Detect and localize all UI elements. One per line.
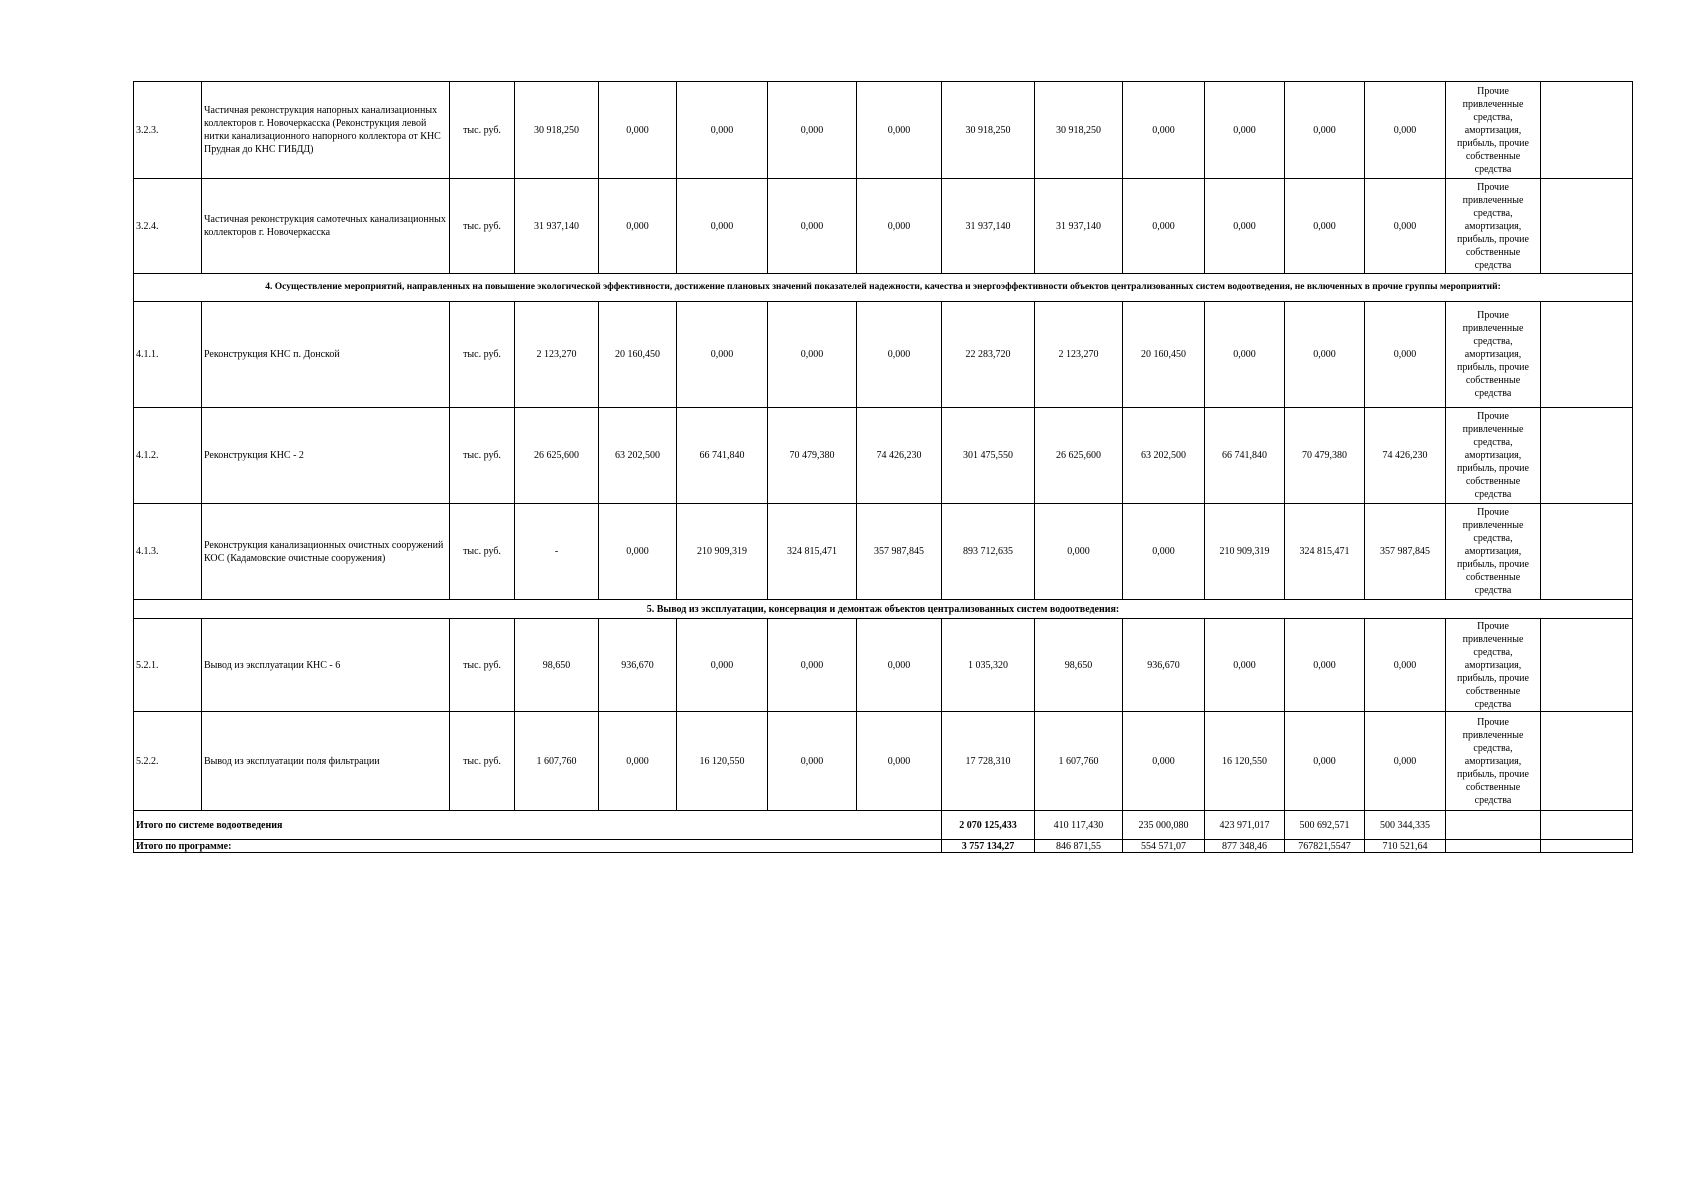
total-system-value: 500 344,335 — [1365, 811, 1446, 840]
table-row — [134, 82, 1633, 179]
row-code: 5.2.1. — [134, 619, 202, 712]
row-value: 301 475,550 — [942, 408, 1035, 504]
row-value: 0,000 — [1123, 179, 1205, 274]
section-header-row — [134, 274, 1633, 302]
table-row — [134, 408, 1633, 504]
empty-cell — [1446, 811, 1541, 840]
row-code: 4.1.3. — [134, 504, 202, 600]
section-5-title: 5. Вывод из эксплуатации, консервация и демонтаж объектов централизованных систем водоотведения: — [134, 600, 1633, 619]
row-name: Частичная реконструкция напорных канализационных коллекторов г. Новочеркасска (Реконструкция левой нитки канализационного напорного коллектора от КНС Прудная до КНС ГИБДД) — [202, 82, 450, 179]
table-row — [134, 504, 1633, 600]
row-funding-source: Прочие привлеченные средства, амортизация, прибыль, прочие собственные средства — [1446, 302, 1541, 408]
row-value: 1 607,760 — [1035, 712, 1123, 811]
total-system-label: Итого по системе водоотведения — [134, 811, 942, 840]
row-unit: тыс. руб. — [450, 712, 515, 811]
empty-cell — [1541, 811, 1633, 840]
row-value: 0,000 — [857, 712, 942, 811]
empty-cell — [1541, 302, 1633, 408]
row-value: 936,670 — [599, 619, 677, 712]
total-system-value: 235 000,080 — [1123, 811, 1205, 840]
empty-cell — [1541, 408, 1633, 504]
row-value: 324 815,471 — [768, 504, 857, 600]
empty-cell — [1541, 504, 1633, 600]
row-value: 1 035,320 — [942, 619, 1035, 712]
total-system-value: 410 117,430 — [1035, 811, 1123, 840]
row-value: 0,000 — [677, 179, 768, 274]
row-funding-source: Прочие привлеченные средства, амортизация, прибыль, прочие собственные средства — [1446, 504, 1541, 600]
row-value: 0,000 — [1365, 619, 1446, 712]
row-unit: тыс. руб. — [450, 504, 515, 600]
row-value: 16 120,550 — [677, 712, 768, 811]
row-value: 324 815,471 — [1285, 504, 1365, 600]
total-row-system — [134, 811, 1633, 840]
row-value: 26 625,600 — [1035, 408, 1123, 504]
row-value: 0,000 — [857, 302, 942, 408]
row-funding-source: Прочие привлеченные средства, амортизация, прибыль, прочие собственные средства — [1446, 179, 1541, 274]
total-program-value: 767821,5547 — [1285, 840, 1365, 853]
row-name: Вывод из эксплуатации КНС - 6 — [202, 619, 450, 712]
row-value: 0,000 — [599, 712, 677, 811]
total-program-value: 554 571,07 — [1123, 840, 1205, 853]
row-unit: тыс. руб. — [450, 82, 515, 179]
empty-cell — [1541, 82, 1633, 179]
row-value: 0,000 — [1123, 82, 1205, 179]
total-program-value: 846 871,55 — [1035, 840, 1123, 853]
row-value: 1 607,760 — [515, 712, 599, 811]
row-value: 98,650 — [1035, 619, 1123, 712]
row-value: 63 202,500 — [1123, 408, 1205, 504]
row-value: 66 741,840 — [677, 408, 768, 504]
total-program-value: 710 521,64 — [1365, 840, 1446, 853]
row-value: 0,000 — [1365, 179, 1446, 274]
row-value: 0,000 — [599, 82, 677, 179]
row-value: 210 909,319 — [1205, 504, 1285, 600]
total-system-value: 500 692,571 — [1285, 811, 1365, 840]
row-value: 210 909,319 — [677, 504, 768, 600]
row-value: - — [515, 504, 599, 600]
row-value: 63 202,500 — [599, 408, 677, 504]
row-value: 0,000 — [1205, 302, 1285, 408]
empty-cell — [1541, 712, 1633, 811]
empty-cell — [1541, 840, 1633, 853]
row-value: 0,000 — [768, 82, 857, 179]
table-row — [134, 712, 1633, 811]
row-value: 16 120,550 — [1205, 712, 1285, 811]
row-value: 98,650 — [515, 619, 599, 712]
row-value: 357 987,845 — [857, 504, 942, 600]
row-value: 0,000 — [768, 712, 857, 811]
row-unit: тыс. руб. — [450, 302, 515, 408]
row-name: Вывод из эксплуатации поля фильтрации — [202, 712, 450, 811]
row-value: 936,670 — [1123, 619, 1205, 712]
row-value: 0,000 — [1365, 302, 1446, 408]
row-value: 0,000 — [677, 302, 768, 408]
row-value: 74 426,230 — [1365, 408, 1446, 504]
empty-cell — [1541, 179, 1633, 274]
table-row — [134, 302, 1633, 408]
row-code: 3.2.4. — [134, 179, 202, 274]
row-value: 0,000 — [857, 179, 942, 274]
row-unit: тыс. руб. — [450, 619, 515, 712]
section-4-title: 4. Осуществление мероприятий, направленных на повышение экологической эффективности, достижение плановых значений показателей надежности, качества и энергоэффективности объектов централизованных систем водоотведения, не включенных в прочие группы мероприятий: — [134, 274, 1633, 302]
row-value: 31 937,140 — [515, 179, 599, 274]
row-value: 70 479,380 — [768, 408, 857, 504]
row-value: 0,000 — [677, 619, 768, 712]
row-name: Реконструкция канализационных очистных сооружений КОС (Кадамовские очистные сооружения) — [202, 504, 450, 600]
row-name: Реконструкция КНС п. Донской — [202, 302, 450, 408]
row-value: 357 987,845 — [1365, 504, 1446, 600]
row-value: 0,000 — [1365, 82, 1446, 179]
row-unit: тыс. руб. — [450, 179, 515, 274]
row-value: 0,000 — [1285, 302, 1365, 408]
total-row-program — [134, 840, 1633, 853]
row-value: 0,000 — [1123, 504, 1205, 600]
row-value: 20 160,450 — [1123, 302, 1205, 408]
row-funding-source: Прочие привлеченные средства, амортизация, прибыль, прочие собственные средства — [1446, 82, 1541, 179]
row-value: 0,000 — [857, 619, 942, 712]
total-system-value: 2 070 125,433 — [942, 811, 1035, 840]
row-value: 30 918,250 — [942, 82, 1035, 179]
row-value: 0,000 — [599, 504, 677, 600]
row-value: 0,000 — [768, 302, 857, 408]
row-value: 0,000 — [1365, 712, 1446, 811]
row-value: 0,000 — [768, 179, 857, 274]
row-code: 3.2.3. — [134, 82, 202, 179]
row-value: 66 741,840 — [1205, 408, 1285, 504]
total-program-value: 877 348,46 — [1205, 840, 1285, 853]
row-value: 0,000 — [768, 619, 857, 712]
row-value: 0,000 — [1205, 82, 1285, 179]
row-name: Реконструкция КНС - 2 — [202, 408, 450, 504]
row-value: 20 160,450 — [599, 302, 677, 408]
row-value: 0,000 — [1205, 179, 1285, 274]
row-unit: тыс. руб. — [450, 408, 515, 504]
row-value: 0,000 — [599, 179, 677, 274]
row-funding-source: Прочие привлеченные средства, амортизация, прибыль, прочие собственные средства — [1446, 712, 1541, 811]
row-code: 4.1.1. — [134, 302, 202, 408]
row-value: 22 283,720 — [942, 302, 1035, 408]
row-value: 0,000 — [857, 82, 942, 179]
row-value: 2 123,270 — [1035, 302, 1123, 408]
row-value: 0,000 — [1035, 504, 1123, 600]
row-value: 0,000 — [1285, 712, 1365, 811]
row-code: 4.1.2. — [134, 408, 202, 504]
row-name: Частичная реконструкция самотечных канализационных коллекторов г. Новочеркасска — [202, 179, 450, 274]
empty-cell — [1446, 840, 1541, 853]
section-header-row — [134, 600, 1633, 619]
row-value: 0,000 — [1285, 619, 1365, 712]
row-value: 31 937,140 — [942, 179, 1035, 274]
row-value: 74 426,230 — [857, 408, 942, 504]
row-value: 30 918,250 — [515, 82, 599, 179]
row-value: 26 625,600 — [515, 408, 599, 504]
row-value: 0,000 — [1123, 712, 1205, 811]
row-value: 0,000 — [1285, 82, 1365, 179]
empty-cell — [1541, 619, 1633, 712]
row-value: 17 728,310 — [942, 712, 1035, 811]
row-value: 0,000 — [1205, 619, 1285, 712]
row-value: 0,000 — [1285, 179, 1365, 274]
total-program-value: 3 757 134,27 — [942, 840, 1035, 853]
row-value: 70 479,380 — [1285, 408, 1365, 504]
total-program-label: Итого по программе: — [134, 840, 942, 853]
investment-program-table — [133, 81, 1633, 853]
row-value: 30 918,250 — [1035, 82, 1123, 179]
row-value: 31 937,140 — [1035, 179, 1123, 274]
table-row — [134, 619, 1633, 712]
row-value: 893 712,635 — [942, 504, 1035, 600]
row-funding-source: Прочие привлеченные средства, амортизация, прибыль, прочие собственные средства — [1446, 619, 1541, 712]
total-system-value: 423 971,017 — [1205, 811, 1285, 840]
row-value: 0,000 — [677, 82, 768, 179]
row-value: 2 123,270 — [515, 302, 599, 408]
table-row — [134, 179, 1633, 274]
row-code: 5.2.2. — [134, 712, 202, 811]
row-funding-source: Прочие привлеченные средства, амортизация, прибыль, прочие собственные средства — [1446, 408, 1541, 504]
